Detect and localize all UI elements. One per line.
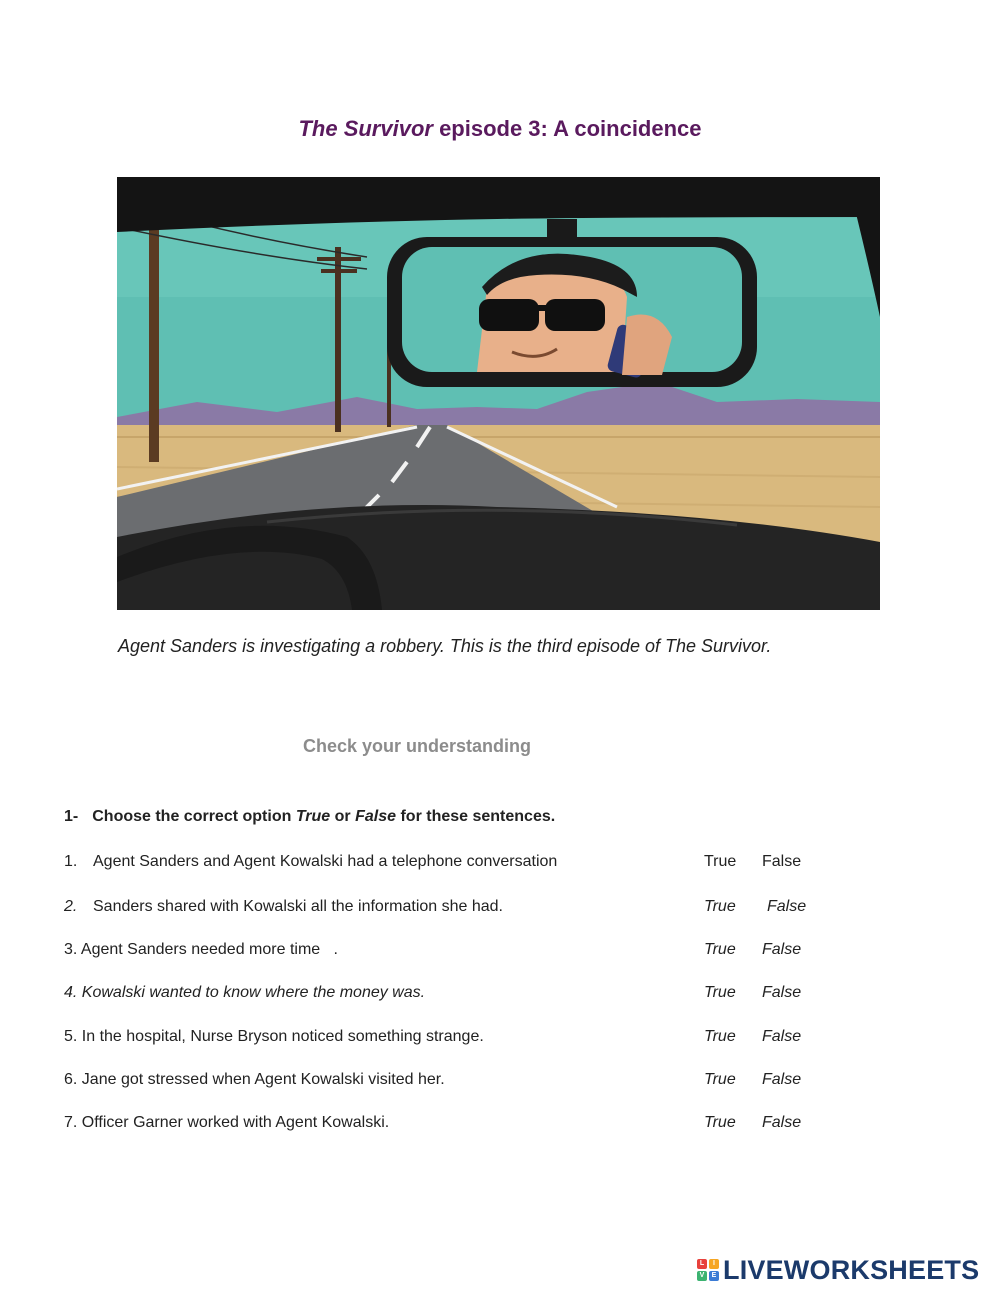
question-row: [64, 984, 844, 1008]
exercise-instruction: [64, 808, 555, 826]
answer-true-option[interactable]: True: [704, 1114, 736, 1131]
question-statement: Kowalski wanted to know where the money was.: [81, 984, 426, 1001]
question-statement: Sanders shared with Kowalski all the information she had.: [93, 898, 503, 915]
question-text: [64, 853, 557, 871]
answer-true-option[interactable]: True: [704, 898, 736, 915]
question-text: [64, 1071, 445, 1089]
question-row: [64, 1071, 844, 1095]
illustration-caption: Agent Sanders is investigating a robbery. This is the third episode of The Survivor.: [118, 636, 772, 656]
instruction-true-word: True: [295, 808, 331, 825]
answer-false-option[interactable]: False: [762, 941, 802, 958]
answer-true-option[interactable]: True: [704, 1028, 736, 1045]
logo-mark-l: L: [697, 1259, 707, 1269]
question-text: [64, 984, 425, 1002]
question-text: [64, 941, 338, 959]
logo-mark-i: I: [709, 1259, 719, 1269]
logo-mark-v: V: [697, 1271, 707, 1281]
question-statement: Agent Sanders and Agent Kowalski had a telephone conversation: [93, 853, 558, 870]
answer-false-option[interactable]: False: [767, 898, 807, 915]
section-heading: Check your understanding: [303, 736, 532, 756]
logo-mark-e: E: [709, 1271, 719, 1281]
question-row: [64, 853, 844, 877]
instruction-text-after: for these sentences.: [396, 808, 556, 825]
question-statement: Officer Garner worked with Agent Kowalski.: [81, 1114, 390, 1131]
exercise-number: 1-: [64, 808, 79, 825]
answer-false-option[interactable]: False: [762, 1028, 802, 1045]
question-text: [64, 1028, 484, 1046]
answer-true-option[interactable]: True: [704, 1071, 736, 1088]
instruction-text-before: Choose the correct option: [92, 808, 296, 825]
question-row: [64, 898, 844, 922]
answer-true-option[interactable]: True: [704, 941, 736, 958]
question-row: [64, 941, 844, 965]
question-statement: Agent Sanders needed more time .: [80, 941, 338, 958]
question-text: [64, 1114, 389, 1132]
question-statement: Jane got stressed when Agent Kowalski visited her.: [81, 1071, 445, 1088]
title-rest: episode 3: A coincidence: [432, 116, 702, 141]
answer-true-option[interactable]: True: [704, 984, 736, 1001]
car-mirror-illustration-icon: [117, 177, 880, 610]
logo-mark-icon: [697, 1259, 719, 1281]
page-title: [0, 116, 1000, 142]
question-text: [64, 898, 503, 916]
liveworksheets-logo: [697, 1255, 979, 1285]
question-number: 7.: [64, 1114, 78, 1131]
question-number: 4.: [64, 984, 78, 1001]
answer-false-option[interactable]: False: [762, 1071, 802, 1088]
question-number: 5.: [64, 1028, 78, 1045]
title-italic: The Survivor: [298, 116, 433, 141]
instruction-false-word: False: [355, 808, 397, 825]
question-number: 6.: [64, 1071, 78, 1088]
question-number: 2.: [64, 898, 78, 915]
question-row: [64, 1028, 844, 1052]
question-row: [64, 1114, 844, 1138]
story-illustration: [117, 177, 880, 610]
answer-false-option[interactable]: False: [762, 984, 802, 1001]
answer-true-option[interactable]: True: [704, 853, 737, 870]
question-number: 3.: [64, 941, 78, 958]
question-statement: In the hospital, Nurse Bryson noticed something strange.: [81, 1028, 484, 1045]
question-number: 1.: [64, 853, 78, 870]
answer-false-option[interactable]: False: [762, 853, 802, 870]
instruction-or-word: or: [330, 808, 356, 825]
answer-false-option[interactable]: False: [762, 1114, 802, 1131]
logo-wordmark: LIVEWORKSHEETS: [723, 1254, 980, 1285]
